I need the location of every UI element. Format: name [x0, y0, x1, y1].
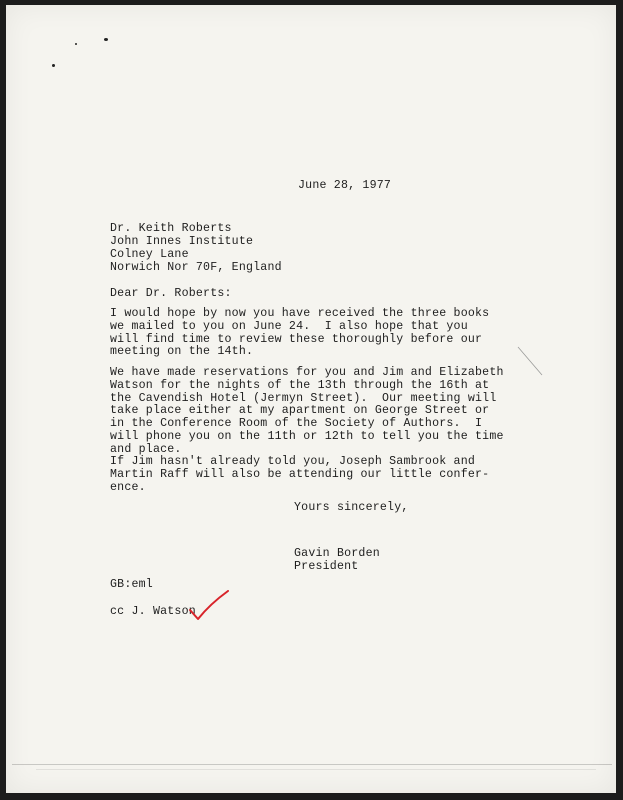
paragraph-line: and place. [110, 442, 182, 456]
paper-speck [75, 43, 77, 45]
paragraph-line: in the Conference Room of the Society of Authors. I [110, 417, 483, 431]
paragraph-books [110, 308, 489, 359]
letter-date: June 28, 1977 [298, 179, 392, 192]
paper-speck [104, 38, 108, 41]
paragraph-line: Watson for the nights of the 13th through the 16th at [110, 378, 490, 392]
pencil-stroke-icon [516, 345, 546, 381]
recipient-name: Dr. Keith Roberts [110, 222, 232, 235]
paragraph-attendees [110, 456, 489, 494]
paragraph-reservations [110, 367, 504, 457]
paragraph-line: ence. [110, 480, 146, 494]
bottom-edge-line [12, 764, 612, 765]
cc-line: cc J. Watson [110, 605, 196, 618]
recipient-street: Colney Lane [110, 248, 189, 261]
typist-initials: GB:eml [110, 578, 153, 591]
paragraph-line: We have made reservations for you and Jim and Elizabeth [110, 366, 504, 379]
letter-page [6, 5, 616, 793]
salutation: Dear Dr. Roberts: [110, 287, 232, 300]
paragraph-line: we mailed to you on June 24. I also hope that you [110, 319, 468, 333]
bottom-edge-line [36, 769, 596, 770]
paragraph-line: will phone you on the 11th or 12th to tell you the time [110, 429, 504, 443]
paper-speck [52, 64, 55, 67]
closing: Yours sincerely, [294, 501, 409, 514]
signer-title: President [294, 560, 359, 573]
paragraph-line: Martin Raff will also be attending our little confer- [110, 467, 490, 481]
paragraph-line: take place either at my apartment on George Street or [110, 404, 490, 418]
checkmark-icon [188, 590, 230, 622]
recipient-institution: John Innes Institute [110, 235, 254, 248]
recipient-city: Norwich Nor 70F, England [110, 261, 282, 274]
signer-name: Gavin Borden [294, 547, 380, 560]
paragraph-line: will find time to review these thoroughly before our [110, 332, 483, 346]
paragraph-line: I would hope by now you have received the three books [110, 307, 490, 320]
paragraph-line: meeting on the 14th. [110, 345, 254, 359]
paragraph-line: If Jim hasn't already told you, Joseph Sambrook and [110, 455, 476, 468]
paragraph-line: the Cavendish Hotel (Jermyn Street). Our meeting will [110, 391, 497, 405]
